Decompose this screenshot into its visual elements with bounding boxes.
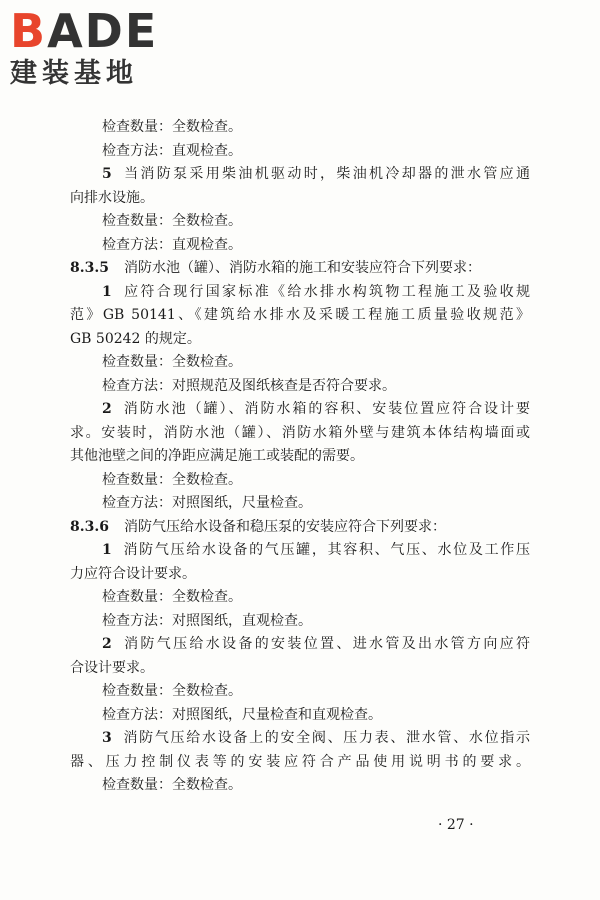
- numbered-item-line: [70, 727, 530, 751]
- line-text: 检查数量：全数检查。: [102, 777, 242, 793]
- logo-accent-letter: B: [10, 4, 48, 58]
- line-text: 范》GB 50141、《建筑给水排水及采暖工程施工质量验收规范》: [70, 307, 530, 323]
- brand-logo: [10, 6, 180, 90]
- line-text: 消防水池（罐）、消防水箱的施工和安装应符合下列要求：: [124, 260, 481, 276]
- logo-wordmark: [10, 6, 180, 56]
- line-text: 求。安装时，消防水池（罐）、消防水箱外壁与建筑本体结构墙面或: [70, 424, 530, 441]
- text-line: [70, 751, 530, 775]
- line-text: GB 50242 的规定。: [70, 330, 201, 347]
- item-number: 3: [102, 730, 112, 746]
- text-line: [70, 492, 530, 516]
- line-text: 合设计要求。: [70, 659, 154, 676]
- logo-rest-letters: ADE: [47, 4, 159, 58]
- item-number: 1: [102, 542, 112, 558]
- text-line: [70, 304, 530, 328]
- text-line: [70, 210, 530, 234]
- text-line: [70, 351, 530, 375]
- text-line: [70, 234, 530, 258]
- line-text: 消防水池（罐）、消防水箱的容积、安装位置应符合设计要: [121, 401, 530, 417]
- line-text: 向排水设施。: [70, 189, 154, 206]
- numbered-item-line: [70, 398, 530, 422]
- text-line: [70, 140, 530, 164]
- line-text: 检查数量：全数检查。: [102, 471, 242, 488]
- text-line: [70, 375, 530, 399]
- section-heading-line: [70, 516, 530, 540]
- line-text: 当消防泵采用柴油机驱动时，柴油机冷却器的泄水管应通: [121, 166, 530, 182]
- line-text: 检查方法：对照规范及图纸核查是否符合要求。: [102, 377, 396, 394]
- line-text: 检查数量：全数检查。: [102, 589, 242, 605]
- text-line: [70, 610, 530, 634]
- line-text: 检查方法：对照图纸，尺量检查和直观检查。: [102, 706, 382, 723]
- text-line: [70, 586, 530, 610]
- line-text: 检查方法：直观检查。: [102, 142, 242, 159]
- numbered-item-line: [70, 633, 530, 657]
- section-number: 8.3.5: [70, 260, 109, 276]
- section-number: 8.3.6: [70, 518, 109, 535]
- text-line: [70, 116, 530, 140]
- line-text: 消防气压给水设备上的安全阀、压力表、泄水管、水位指示: [121, 730, 530, 746]
- text-line: [70, 422, 530, 446]
- logo-subtitle: 建装基地: [10, 58, 138, 89]
- numbered-item-line: [70, 281, 530, 305]
- line-text: 检查数量：全数检查。: [102, 354, 242, 370]
- item-number: 2: [102, 401, 112, 417]
- text-line: [70, 657, 530, 681]
- numbered-item-line: [70, 163, 530, 187]
- line-text: 消防气压给水设备的气压罐，其容积、气压、水位及工作压: [121, 542, 530, 558]
- text-line: [70, 328, 530, 352]
- line-text: 力应符合设计要求。: [70, 565, 196, 582]
- text-line: [70, 563, 530, 587]
- text-line: [70, 187, 530, 211]
- text-line: [70, 774, 530, 798]
- text-line: [70, 445, 530, 469]
- item-number: 5: [102, 166, 112, 182]
- line-text: 消防气压给水设备的安装位置、进水管及出水管方向应符: [121, 636, 530, 652]
- page-number: · 27 ·: [438, 817, 474, 833]
- line-text: 检查数量：全数检查。: [102, 683, 242, 699]
- line-text: 检查方法：对照图纸，尺量检查。: [102, 495, 312, 511]
- text-line: [70, 680, 530, 704]
- item-number: 1: [102, 283, 112, 300]
- item-number: 2: [102, 636, 112, 652]
- line-text: 检查方法：直观检查。: [102, 236, 242, 253]
- line-text: 检查数量：全数检查。: [102, 213, 242, 229]
- line-text: 检查数量：全数检查。: [102, 119, 242, 135]
- text-line: [70, 704, 530, 728]
- document-body: [70, 116, 530, 798]
- section-heading-line: [70, 257, 530, 281]
- line-text: 其他池壁之间的净距应满足施工或装配的需要。: [70, 448, 364, 464]
- line-text: 消防气压给水设备和稳压泵的安装应符合下列要求：: [124, 518, 446, 535]
- line-text: 检查方法：对照图纸，直观检查。: [102, 612, 312, 629]
- numbered-item-line: [70, 539, 530, 563]
- line-text: 应符合现行国家标准《给水排水构筑物工程施工及验收规: [121, 283, 530, 300]
- text-line: [70, 469, 530, 493]
- line-text: 器、压力控制仪表等的安装应符合产品使用说明书的要求。: [70, 753, 530, 770]
